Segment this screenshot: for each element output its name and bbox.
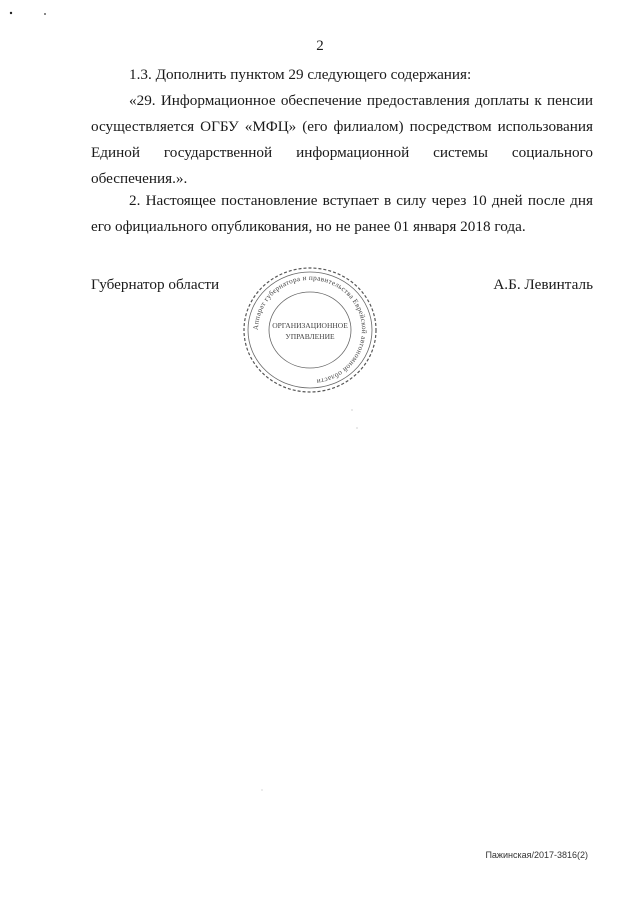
stamp-center-line1: ОРГАНИЗАЦИОННОЕ [272,321,348,330]
paragraph-line: «29. Информационное обеспечение предоставления доплаты к пенсии [129,92,593,109]
stamp-center-line2: УПРАВЛЕНИЕ [285,332,335,341]
paragraph-item-29 [91,88,593,192]
stamp-ring-text: Аппарат губернатора и правительства Еврейской автономной области [251,273,369,386]
paragraph-line: его официального опубликования, но не ранее 01 января 2018 года. [91,218,526,235]
page-number: 2 [316,38,324,54]
paragraph-line: Единой государственной информационной системы социального [91,144,593,161]
paragraph-line: осуществляется ОГБУ «МФЦ» (его филиалом) посредством использования [91,118,593,135]
official-stamp [240,264,380,396]
signer-name: А.Б. Левинталь [493,276,593,293]
document-code: Пажинская/2017-3816(2) [485,850,588,860]
signer-position: Губернатор области [91,276,220,293]
paragraph-line: 2. Настоящее постановление вступает в силу через 10 дней после дня [129,192,593,209]
paragraph-item-1-3: 1.3. Дополнить пунктом 29 следующего содержания: [129,66,472,83]
paragraph-item-2 [91,188,593,240]
paragraph-line: обеспечения.». [91,170,188,187]
